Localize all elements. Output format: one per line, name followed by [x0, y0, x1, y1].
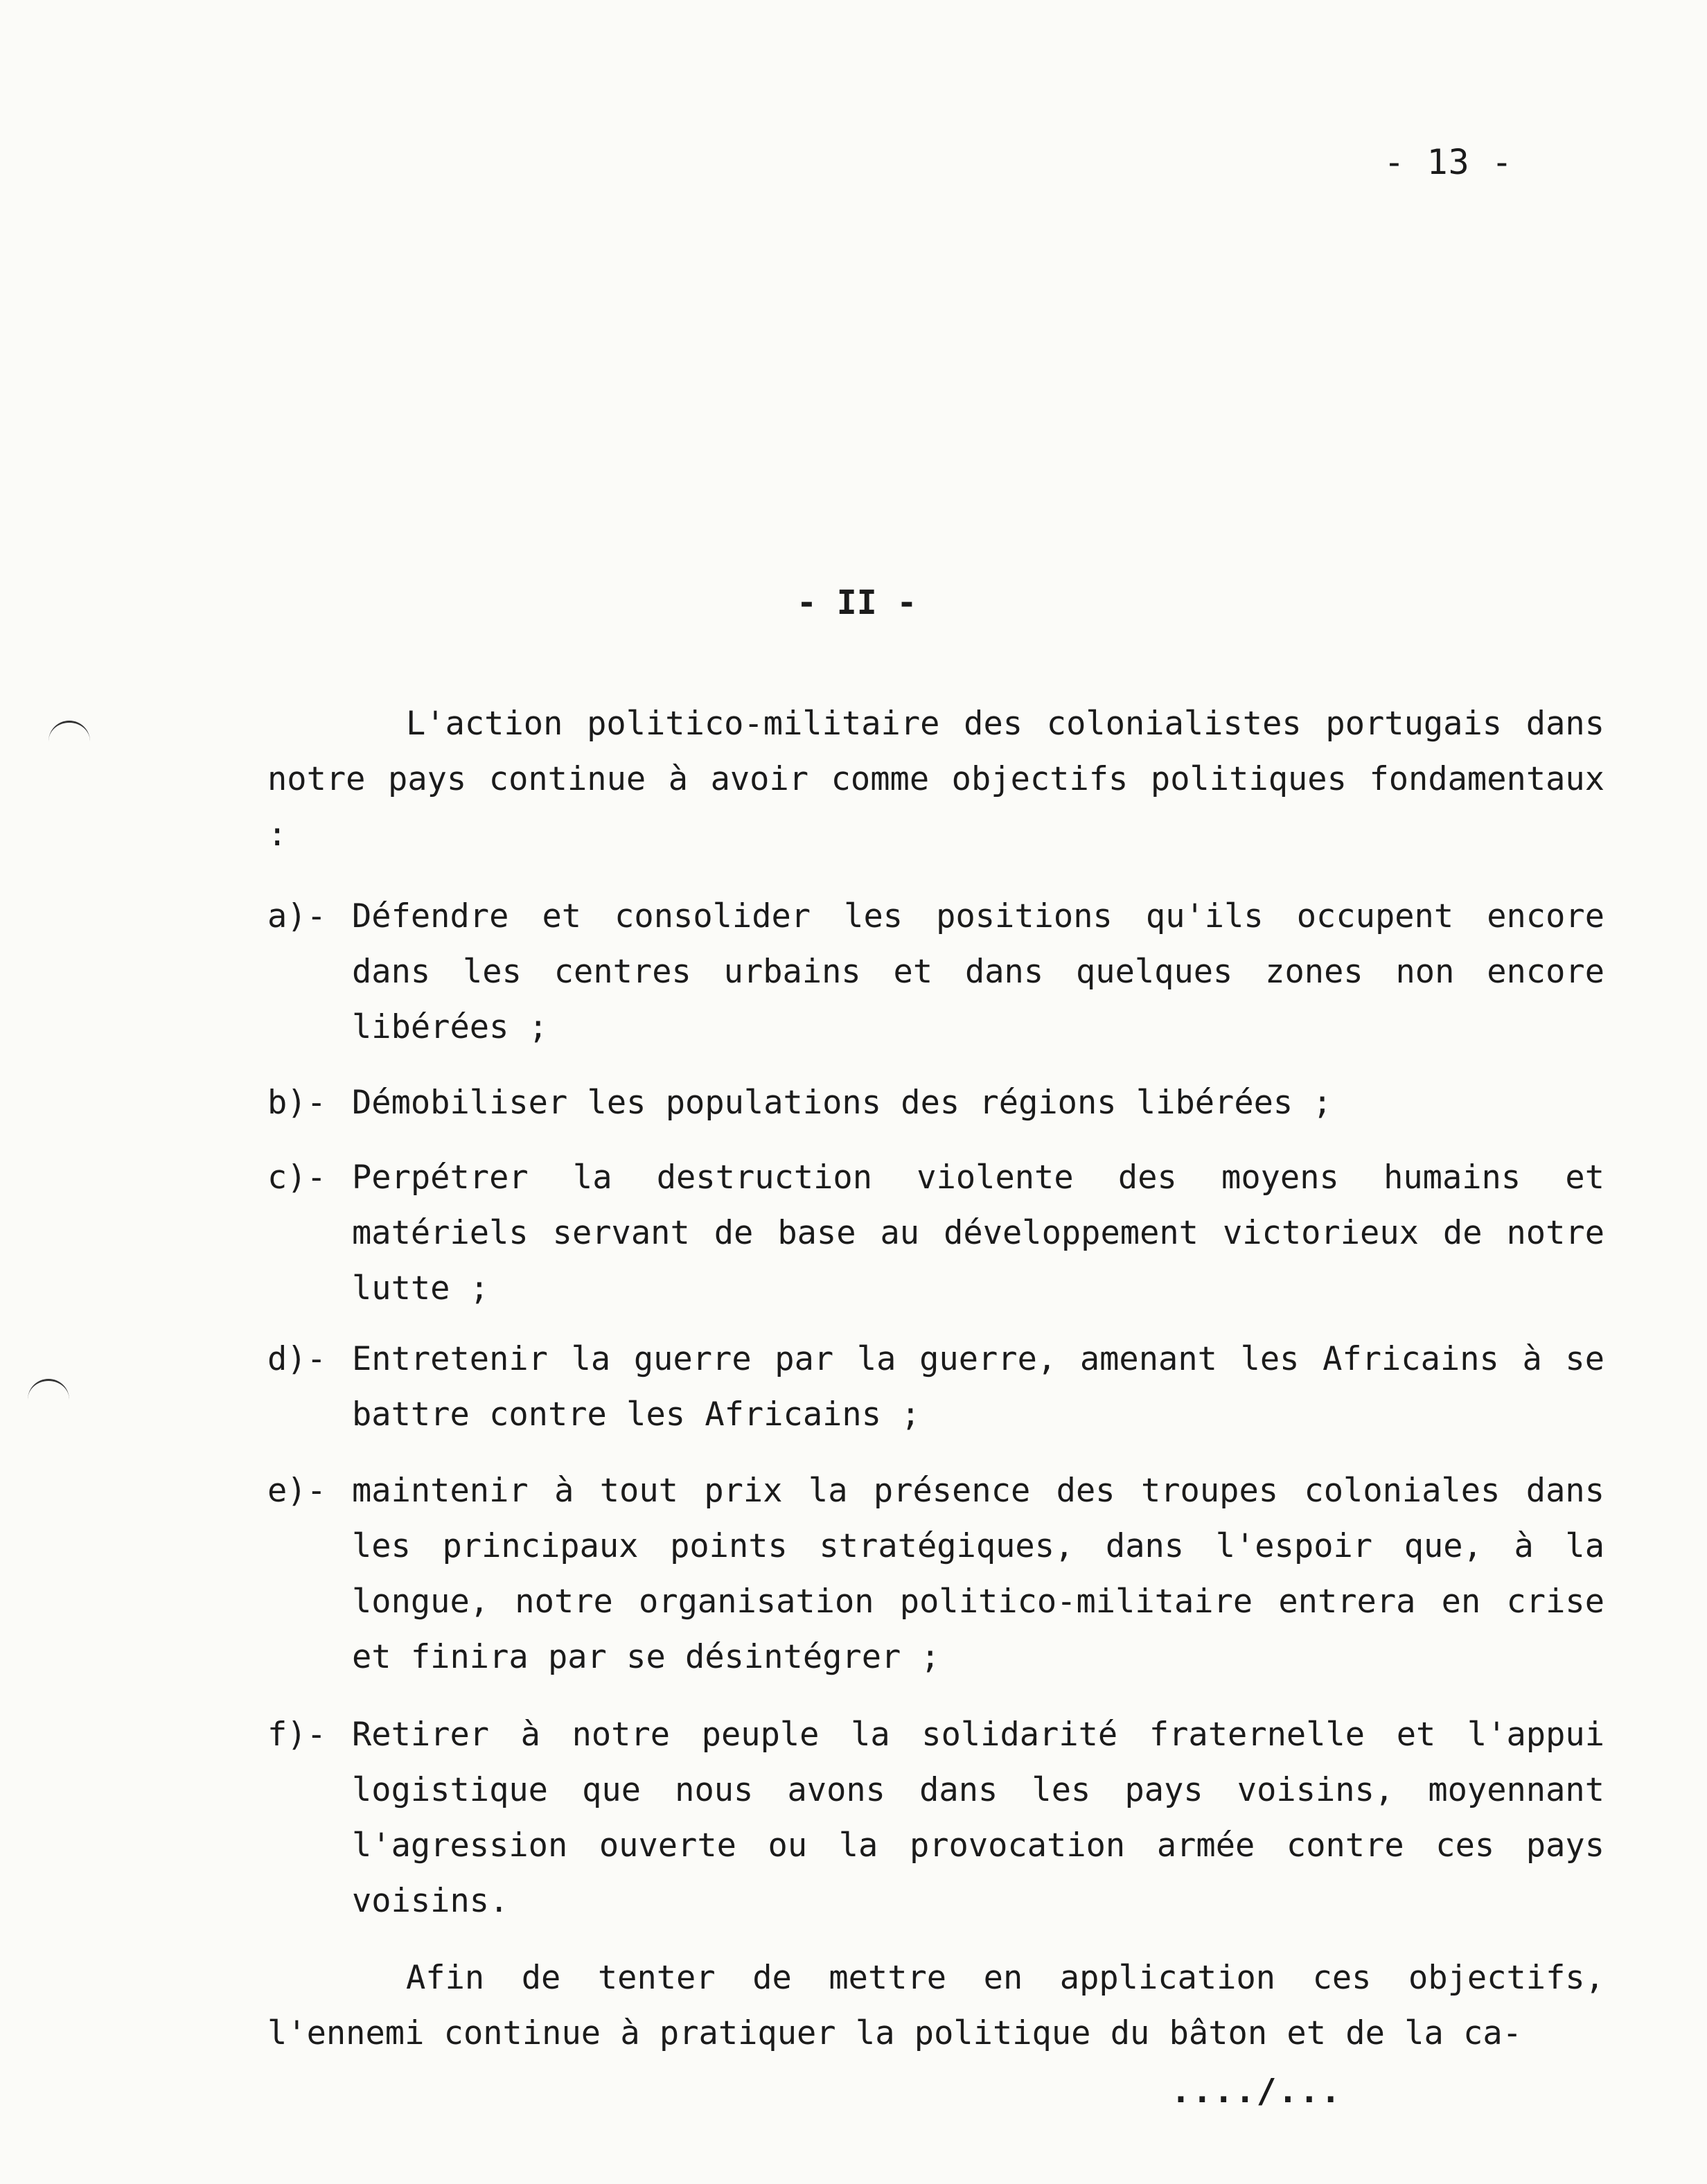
objective-item-c [267, 1150, 1604, 1316]
item-text: Entretenir la guerre par la guerre, amenant les Africains à se battre contre les Africains ; [352, 1340, 1604, 1434]
item-marker: c)- [267, 1159, 326, 1197]
item-marker: d)- [267, 1340, 326, 1378]
objective-item-b [267, 1075, 1604, 1131]
intro-paragraph: L'action politico-militaire des colonialistes portugais dans notre pays continue à avoir comme objectifs politiques fondamentaux : [267, 705, 1604, 854]
item-text: Défendre et consolider les positions qu'ils occupent encore dans les centres urbains et dans quelques zones non encore libérées ; [352, 897, 1604, 1046]
item-text: Démobiliser les populations des régions libérées ; [352, 1084, 1332, 1122]
item-text: maintenir à tout prix la présence des troupes coloniales dans les principaux points stratégiques, dans l'espoir que, à la longue, notre organisation politico-militaire entrera en crise et finira par se désintégrer ; [352, 1472, 1604, 1676]
objective-item-e [267, 1463, 1604, 1685]
item-text: Perpétrer la destruction violente des moyens humains et matériels servant de base au développement victorieux de notre lutte ; [352, 1159, 1604, 1307]
item-marker: e)- [267, 1472, 326, 1510]
margin-mark [28, 1379, 69, 1400]
item-marker: a)- [267, 897, 326, 935]
section-heading: - II - [797, 583, 917, 622]
item-text: Retirer à notre peuple la solidarité fraternelle et l'appui logistique que nous avons dans les pays voisins, moyennant l'agression ouverte ou la provocation armée contre ces pays voisins. [352, 1716, 1604, 1920]
item-marker: f)- [267, 1716, 326, 1754]
item-marker: b)- [267, 1084, 326, 1122]
objective-item-f [267, 1707, 1604, 1929]
objective-item-d [267, 1332, 1604, 1443]
objective-item-a [267, 889, 1604, 1055]
margin-mark [48, 721, 90, 742]
page-number: - 13 - [1383, 142, 1513, 182]
closing-paragraph: Afin de tenter de mettre en application ces objectifs, l'ennemi continue à pratiquer la politique du bâton et de la ca- [267, 1959, 1604, 2052]
continuation-mark: ..../... [1171, 2072, 1343, 2111]
